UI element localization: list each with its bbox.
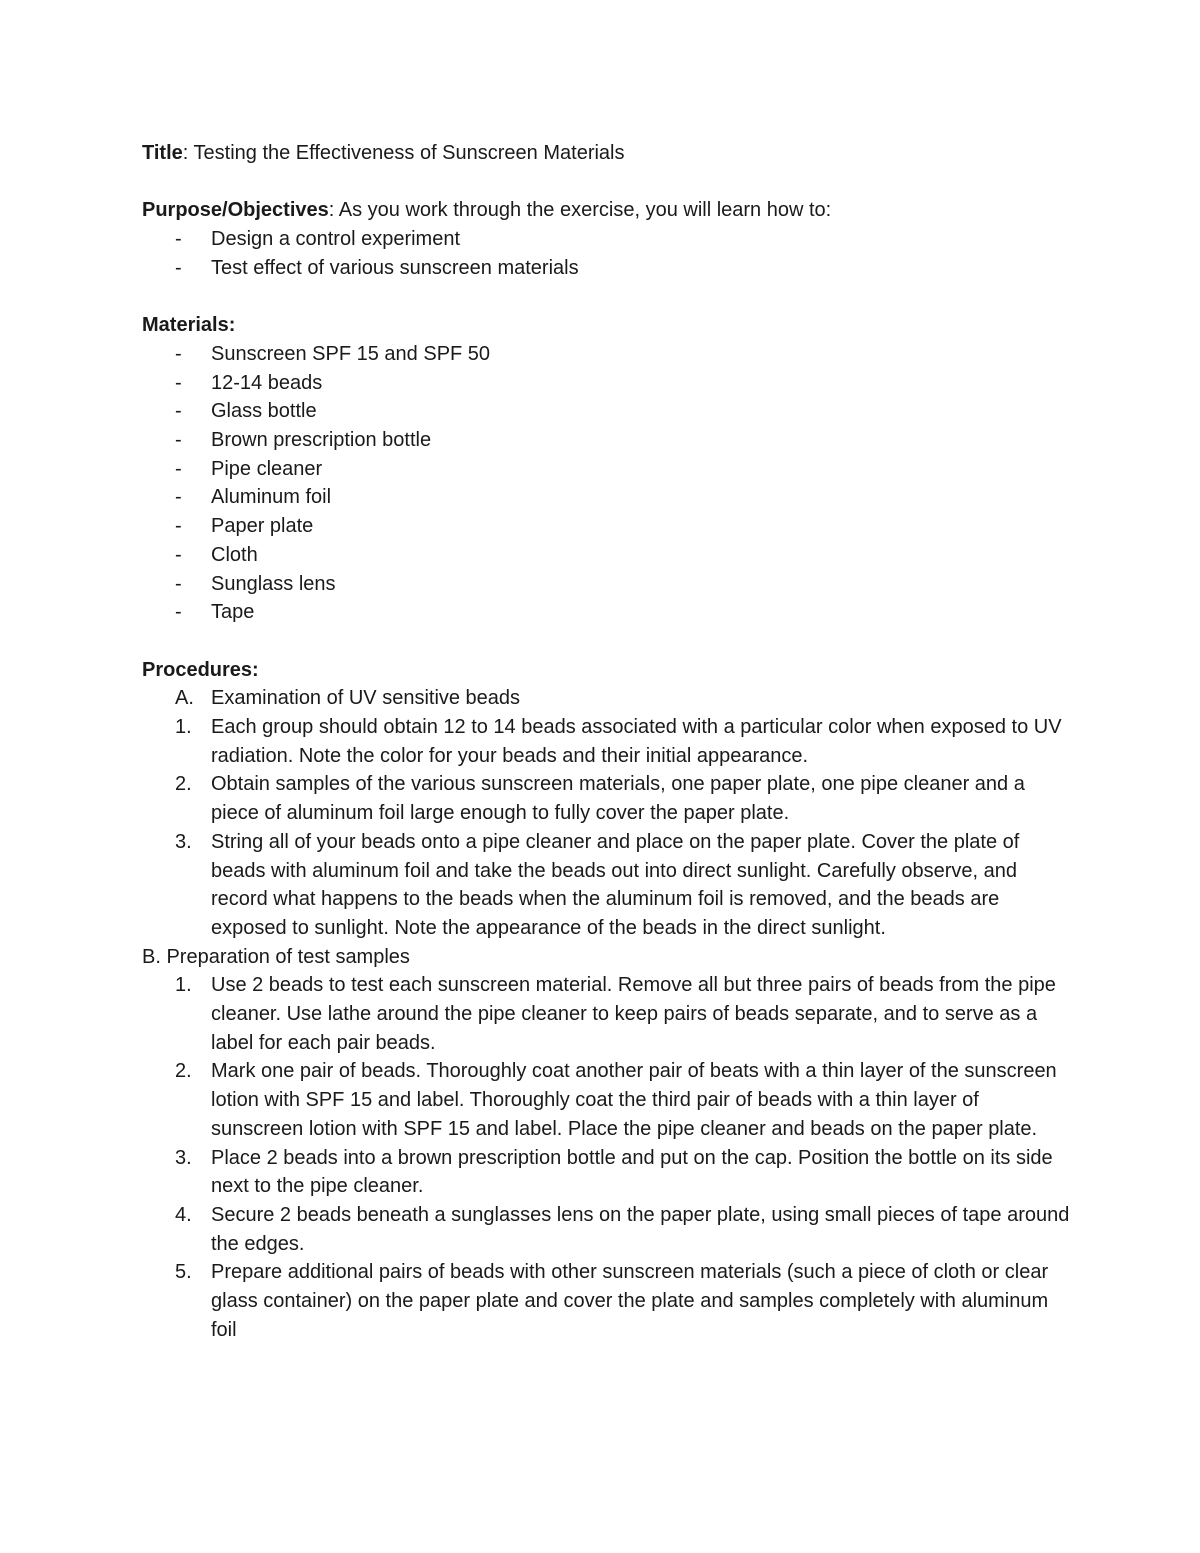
step-number: 5. — [175, 1261, 192, 1284]
material-item-text: Sunglass lens — [211, 572, 336, 595]
material-item-text: Brown prescription bottle — [211, 429, 432, 451]
bullet-dash: - — [175, 228, 182, 251]
material-item — [142, 598, 1072, 627]
bullet-dash: - — [175, 429, 182, 451]
section-a-steps — [142, 713, 1072, 943]
materials-list — [142, 340, 1072, 627]
procedure-step — [142, 828, 1072, 943]
material-item-text: Sunscreen SPF 15 and SPF 50 — [211, 342, 491, 365]
material-item — [142, 340, 1072, 369]
step-number: 2. — [175, 773, 192, 796]
bullet-dash: - — [175, 256, 182, 279]
bullet-dash: - — [175, 400, 182, 423]
material-item — [142, 541, 1072, 570]
material-item-text: Pipe cleaner — [211, 457, 323, 480]
bullet-dash: - — [175, 371, 182, 394]
step-number: 1. — [175, 716, 192, 739]
material-item-text: Paper plate — [211, 515, 314, 538]
bullet-dash: - — [175, 543, 182, 566]
procedure-step — [142, 1057, 1072, 1143]
material-item — [142, 369, 1072, 398]
material-item-text: Cloth — [211, 543, 258, 566]
procedure-step — [142, 770, 1072, 827]
procedure-step — [142, 1144, 1072, 1201]
step-number: 1. — [175, 974, 192, 997]
title-text: : Testing the Effectiveness of Sunscreen Materials — [182, 142, 625, 164]
spacer — [142, 283, 1072, 312]
step-text: Each group should obtain 12 to 14 beads associated with a particular color when exposed to UV radiation. Note the color for your beads and their initial appearance. — [211, 716, 1062, 767]
purpose-item-text: Design a control experiment — [211, 228, 461, 251]
material-item-text: Tape — [211, 601, 255, 624]
procedure-step — [142, 1201, 1072, 1258]
procedure-step — [142, 971, 1072, 1057]
material-item — [142, 483, 1072, 512]
document-page — [142, 139, 1072, 1344]
title-line — [142, 139, 1072, 168]
step-number: 3. — [175, 830, 192, 853]
section-b-steps — [142, 971, 1072, 1344]
bullet-dash: - — [175, 572, 182, 595]
step-text: Obtain samples of the various sunscreen materials, one paper plate, one pipe cleaner and a piece of aluminum foil large enough to fully cover the paper plate. — [211, 773, 1025, 825]
step-text: Use 2 beads to test each sunscreen material. Remove all but three pairs of beads from the pipe cleaner. Use lathe around the pipe cleaner to keep pairs of beads separate, and to serve as a label for each pair beads. — [211, 974, 1056, 1054]
step-text: Place 2 beads into a brown prescription bottle and put on the cap. Position the bottle on its side next to the pipe cleaner. — [211, 1146, 1053, 1198]
section-a-marker: A. — [175, 687, 194, 710]
step-number: 2. — [175, 1060, 192, 1083]
title-label: Title — [142, 142, 183, 164]
purpose-item — [142, 254, 1072, 283]
procedures-heading: Procedures: — [142, 658, 259, 681]
section-b-heading: B. Preparation of test samples — [142, 945, 410, 968]
step-number: 3. — [175, 1146, 192, 1169]
procedure-step — [142, 1258, 1072, 1344]
step-text: String all of your beads onto a pipe cleaner and place on the paper plate. Cover the plate of beads with aluminum foil and take the beads out into direct sunlight. Carefully observe, and record what happens to the beads when the aluminum foil is removed, and the beads are exposed to sunlight. Note the appearance of the beads in the direct sunlight. — [211, 830, 1020, 939]
step-text: Secure 2 beads beneath a sunglasses lens on the paper plate, using small pieces of tape around the edges. — [211, 1203, 1070, 1255]
purpose-text: : As you work through the exercise, you will learn how to: — [328, 199, 832, 222]
bullet-dash: - — [175, 342, 182, 365]
purpose-item — [142, 225, 1072, 254]
purpose-line — [142, 196, 1072, 225]
purpose-list — [142, 225, 1072, 282]
material-item — [142, 397, 1072, 426]
spacer — [142, 627, 1072, 656]
procedure-step — [142, 713, 1072, 770]
bullet-dash: - — [175, 601, 182, 624]
material-item-text: 12-14 beads — [211, 371, 323, 394]
bullet-dash: - — [175, 457, 182, 480]
materials-heading: Materials: — [142, 314, 236, 337]
material-item — [142, 570, 1072, 599]
purpose-item-text: Test effect of various sunscreen materials — [211, 256, 579, 279]
step-number: 4. — [175, 1203, 192, 1226]
bullet-dash: - — [175, 486, 182, 509]
material-item-text: Aluminum foil — [211, 486, 332, 509]
material-item — [142, 512, 1072, 541]
purpose-label: Purpose/Objectives — [142, 199, 329, 222]
spacer — [142, 168, 1072, 197]
bullet-dash: - — [175, 515, 182, 538]
material-item-text: Glass bottle — [211, 400, 317, 423]
material-item — [142, 455, 1072, 484]
section-a-title: Examination of UV sensitive beads — [211, 687, 521, 710]
material-item — [142, 426, 1072, 455]
step-text: Prepare additional pairs of beads with other sunscreen materials (such a piece of cloth or clear glass container) on the paper plate and cover the plate and samples completely with aluminum foil — [211, 1261, 1049, 1341]
section-a-heading — [142, 684, 1072, 713]
step-text: Mark one pair of beads. Thoroughly coat another pair of beats with a thin layer of the sunscreen lotion with SPF 15 and label. Thoroughly coat the third pair of beads with a thin layer of sunscreen lotion with SPF 15 and label. Place the pipe cleaner and beads on the paper plate. — [211, 1060, 1057, 1140]
